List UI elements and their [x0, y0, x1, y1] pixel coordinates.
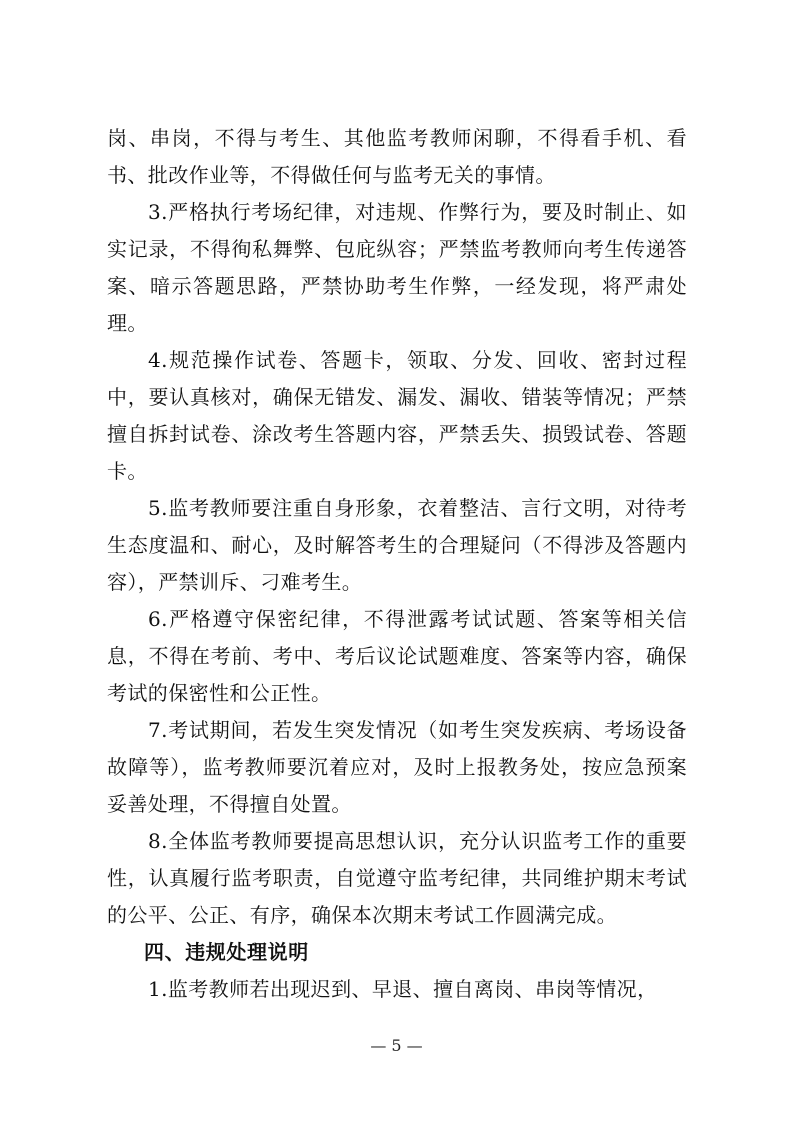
- paragraph-section4-item-1: 1.监考教师若出现迟到、早退、擅自离岗、串岗等情况，: [148, 977, 658, 1001]
- section-heading: 四、违规处理说明: [144, 940, 309, 964]
- paragraph-item-4: 4.规范操作试卷、答题卡，领取、分发、回收、密封过程中，要认真核对，确保无错发、漏发、漏收、错装等情况；严禁擅自拆封试卷、涂改考生答题内容，严禁丢失、损毁试卷、答题卡。: [107, 348, 687, 483]
- paragraph-continuation: 岗、串岗，不得与考生、其他监考教师闲聊，不得看手机、看书、批改作业等，不得做任何与监考无关的事情。: [107, 126, 687, 187]
- paragraph-item-8: 8.全体监考教师要提高思想认识，充分认识监考工作的重要性，认真履行监考职责，自觉遵守监考纪律，共同维护期末考试的公平、公正、有序，确保本次期末考试工作圆满完成。: [107, 829, 687, 927]
- paragraph-item-5: 5.监考教师要注重自身形象，衣着整洁、言行文明，对待考生态度温和、耐心，及时解答考生的合理疑问（不得涉及答题内容），严禁训斥、刁难考生。: [107, 496, 687, 594]
- paragraph-item-6: 6.严格遵守保密纪律，不得泄露考试试题、答案等相关信息，不得在考前、考中、考后议论试题难度、答案等内容，确保考试的保密性和公正性。: [107, 607, 687, 705]
- paragraph-item-3: 3.严格执行考场纪律，对违规、作弊行为，要及时制止、如实记录，不得徇私舞弊、包庇纵容；严禁监考教师向考生传递答案、暗示答题思路，严禁协助考生作弊，一经发现，将严肃处理。: [107, 200, 687, 335]
- page-number: — 5 —: [370, 1036, 423, 1055]
- paragraph-item-7: 7.考试期间，若发生突发情况（如考生突发疾病、考场设备故障等），监考教师要沉着应对，及时上报教务处，按应急预案妥善处理，不得擅自处置。: [107, 718, 687, 816]
- body-text: [107, 120, 687, 1008]
